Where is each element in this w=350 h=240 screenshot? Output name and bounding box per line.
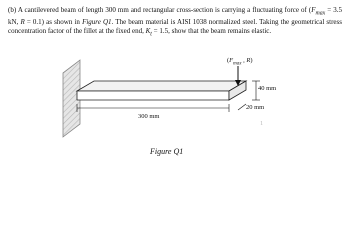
beam-top-face bbox=[77, 81, 246, 91]
beam-front-face bbox=[77, 91, 229, 100]
statement-part-5: = 1.5, show that the beam remains elastic. bbox=[151, 27, 272, 36]
force-subscript: max bbox=[315, 10, 326, 17]
statement-part-1: A cantilevered beam of length 300 mm and rectangular cross-section is carrying a fluctuating force of ( bbox=[17, 6, 312, 14]
figure-reference: Figure Q1 bbox=[82, 18, 112, 27]
question-label: (b) bbox=[8, 6, 17, 14]
force-label: ($F_{max}$ , R) bbox=[227, 57, 253, 67]
statement-part-2: = 3.5 kN, bbox=[8, 6, 342, 27]
ratio-symbol: R bbox=[20, 18, 25, 27]
kt-subscript: t bbox=[150, 31, 152, 38]
corner-mark: 1 bbox=[260, 120, 264, 127]
length-label: 300 mm bbox=[138, 113, 160, 120]
height-label: 40 mm bbox=[258, 85, 277, 92]
statement-part-4: . The beam material is AISI 1038 normalized steel. Taking the geometrical stress concentration factor of the fillet at the fixed end, bbox=[8, 18, 342, 36]
statement-part-3: = 0.1) as shown in bbox=[24, 18, 83, 27]
width-dimension-line bbox=[238, 104, 246, 110]
width-label: 20 mm bbox=[246, 104, 265, 111]
figure-caption: Figure Q1 bbox=[150, 147, 184, 156]
kt-symbol: K bbox=[145, 27, 151, 36]
force-symbol: F bbox=[311, 6, 316, 14]
